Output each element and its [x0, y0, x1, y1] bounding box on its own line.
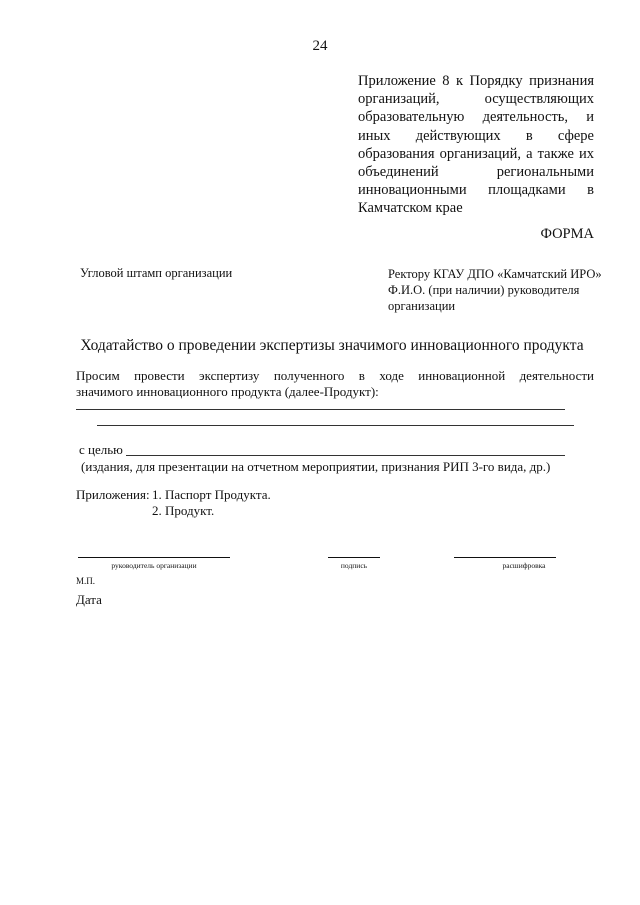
- request-paragraph: [76, 368, 594, 400]
- appendix-line: иных действующих в сфере: [358, 127, 594, 144]
- addressee-line: организации: [388, 299, 456, 313]
- date-label: Дата: [76, 592, 102, 607]
- addressee-line: Ректору КГАУ ДПО «Камчатский ИРО»: [388, 267, 602, 281]
- attachment-item: 2. Продукт.: [152, 503, 215, 518]
- head-caption: руководитель организации: [111, 561, 197, 570]
- document-title: Ходатайство о проведении экспертизы значимого инновационного продукта: [80, 337, 584, 354]
- page-number: 24: [312, 38, 328, 54]
- request-line: Просим провести экспертизу полученного в ходе инновационной деятельности: [76, 368, 594, 383]
- appendix-line: образовательную деятельность, и: [358, 109, 594, 126]
- attachments-list: [152, 487, 271, 519]
- head-signature-line[interactable]: [78, 557, 230, 558]
- attachments-label: Приложения:: [76, 487, 150, 502]
- attachment-item: 1. Паспорт Продукта.: [152, 487, 271, 502]
- decoding-line[interactable]: [454, 557, 556, 558]
- seal-label: М.П.: [76, 576, 96, 586]
- appendix-line: Приложение 8 к Порядку признания: [358, 73, 594, 89]
- corner-stamp-label: Угловой штамп организации: [80, 266, 233, 280]
- appendix-line: Камчатском крае: [358, 200, 463, 217]
- signature-line[interactable]: [328, 557, 380, 558]
- appendix-line: образования организаций, а также их: [358, 145, 594, 162]
- decoding-caption: расшифровка: [502, 561, 546, 570]
- appendix-line: организаций, осуществляющих: [358, 91, 594, 108]
- form-label: ФОРМА: [540, 226, 594, 242]
- request-line: значимого инновационного продукта (далее-Продукт):: [76, 384, 379, 399]
- purpose-fill-line[interactable]: [126, 455, 565, 456]
- addressee-block: [388, 266, 624, 314]
- product-fill-line[interactable]: [97, 425, 574, 426]
- purpose-label: с целью: [79, 442, 123, 457]
- purpose-hint: (издания, для презентации на отчетном мероприятии, признания РИП 3-го вида, др.): [81, 459, 551, 474]
- signature-caption: подпись: [340, 561, 368, 570]
- appendix-note: [358, 72, 594, 218]
- appendix-line: инновационными площадками в: [358, 182, 594, 199]
- appendix-line: объединений региональными: [358, 164, 594, 181]
- addressee-line: Ф.И.О. (при наличии) руководителя: [388, 283, 580, 297]
- product-fill-line[interactable]: [76, 409, 565, 410]
